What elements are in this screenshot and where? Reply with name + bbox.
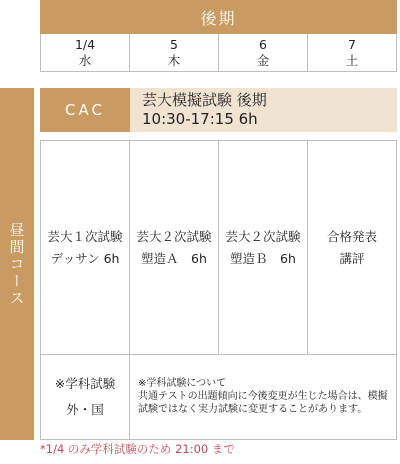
session-cell-3 <box>219 140 308 355</box>
subject-exam-subjects: 外・国 <box>66 402 104 417</box>
course-label: 昼間コース <box>7 221 26 307</box>
day-date: 7 <box>348 36 356 52</box>
course-side-label <box>0 88 34 440</box>
day-header-3 <box>219 34 308 72</box>
session-cell-4 <box>308 140 397 355</box>
session-title: 芸大２次試験 <box>136 228 212 244</box>
subject-exam-cell <box>40 355 130 440</box>
session-detail: 塑造Ｂ 6h <box>230 250 296 266</box>
session-cell-2 <box>130 140 219 355</box>
subject-exam-title: ※学科試験 <box>54 376 116 391</box>
note-heading: ※学科試験について <box>138 378 227 389</box>
day-date: 1/4 <box>74 36 96 52</box>
footnote: *1/4 のみ学科試験のため 21:00 まで <box>40 442 235 456</box>
day-weekday: 木 <box>167 52 181 68</box>
mock-exam-cell <box>130 88 397 132</box>
note-text-1: 共通テストの出題傾向に今後変更が生じた場合は、模擬 <box>138 391 388 402</box>
cac-cell <box>40 88 130 132</box>
session-detail: 塑造Ａ 6h <box>141 250 207 266</box>
term-header <box>40 0 397 34</box>
day-header-2 <box>130 34 219 72</box>
session-title: 芸大１次試験 <box>47 228 123 244</box>
note-text-2: 試験ではなく実力試験に変更することがあります。 <box>138 404 368 415</box>
session-cell-1 <box>40 140 130 355</box>
session-detail: デッサン 6h <box>50 250 120 266</box>
subject-exam-note <box>130 355 397 440</box>
session-title: 芸大２次試験 <box>225 228 301 244</box>
term-label: 後期 <box>200 8 237 28</box>
day-weekday: 土 <box>345 52 359 68</box>
mock-exam-title: 芸大模擬試験 後期 <box>142 91 267 109</box>
day-date: 6 <box>259 36 267 52</box>
day-weekday: 水 <box>78 52 92 68</box>
mock-exam-time: 10:30-17:15 6h <box>142 110 258 128</box>
day-header-1 <box>40 34 130 72</box>
day-date: 5 <box>170 36 178 52</box>
cac-label: CAC <box>65 101 105 119</box>
day-header-4 <box>308 34 397 72</box>
day-weekday: 金 <box>256 52 270 68</box>
session-detail: 講評 <box>339 250 365 266</box>
session-title: 合格発表 <box>326 228 377 244</box>
